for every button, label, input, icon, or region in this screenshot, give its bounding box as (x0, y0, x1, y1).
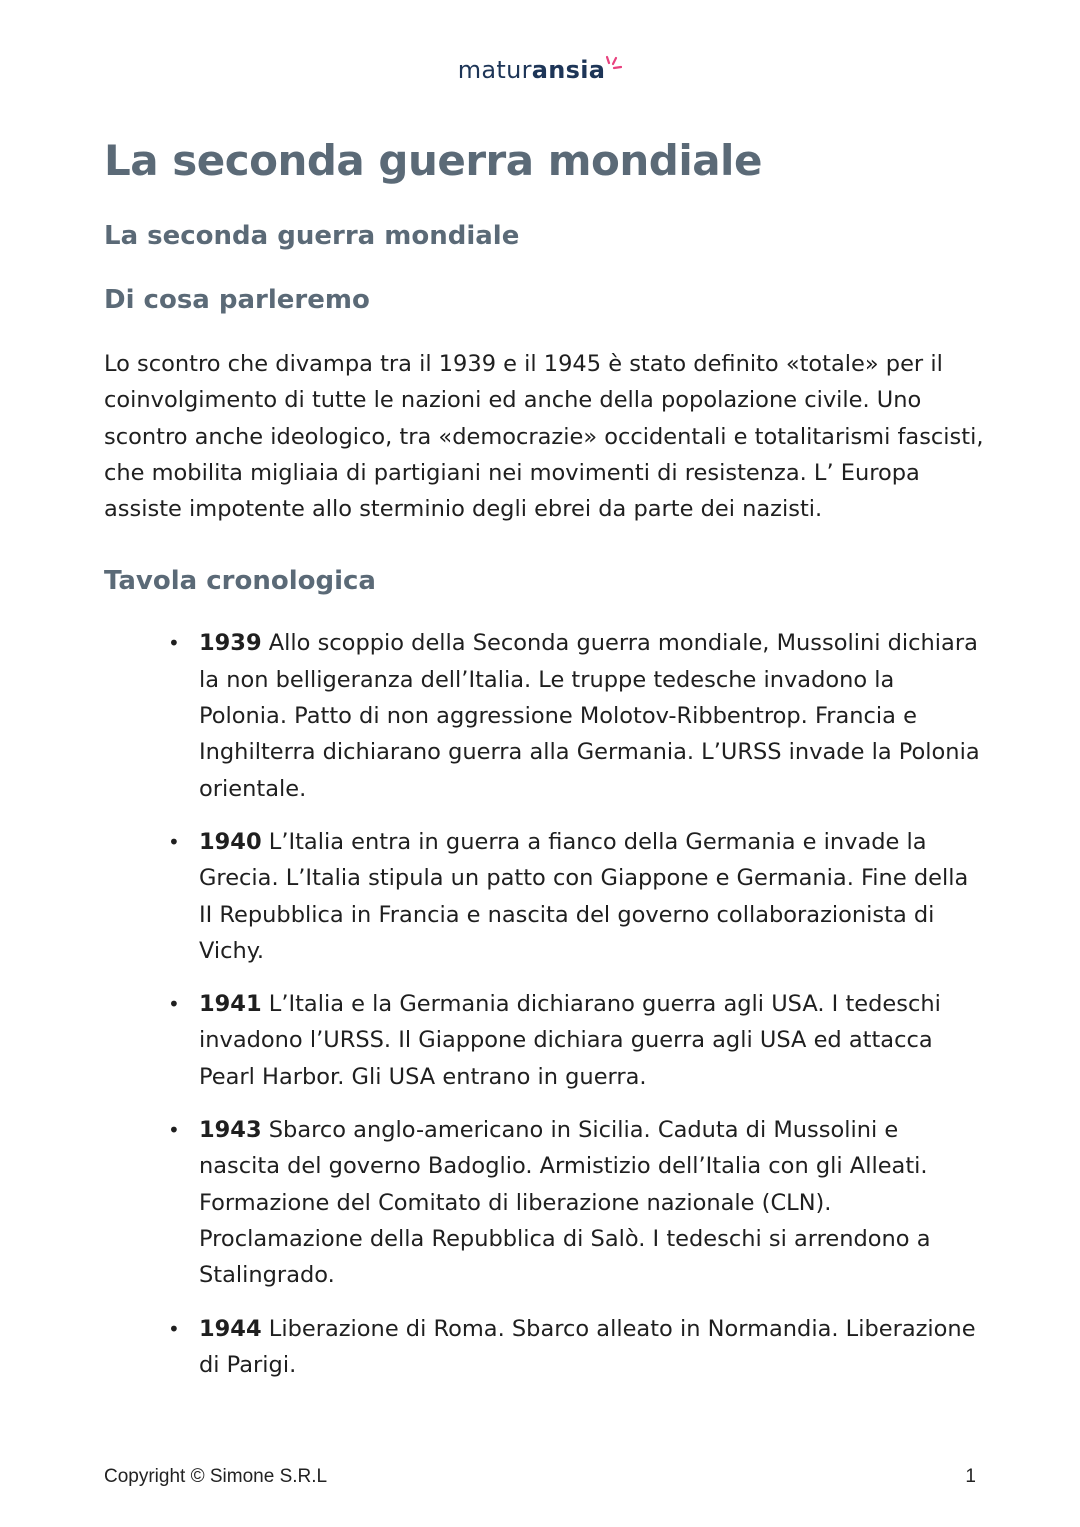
timeline-text: Allo scoppio della Seconda guerra mondiale, Mussolini dichiara la non belligeranza dell’Italia. Le truppe tedesche invadono la Polonia. Patto di non aggressione Molotov-Ribbentrop. Francia e Inghilterra dichiarano guerra alla Germania. L’URSS invade la Polonia orientale. (199, 630, 980, 802)
section-heading-intro: Di cosa parleremo (104, 285, 370, 315)
copyright-notice: Copyright © Simone S.R.L (104, 1466, 328, 1487)
section-heading-timeline: Tavola cronologica (104, 566, 376, 597)
sparkle-icon (606, 52, 622, 80)
timeline-text: Liberazione di Roma. Sbarco alleato in Normandia. Liberazione di Parigi. (199, 1315, 976, 1378)
timeline-year: 1941 (199, 991, 262, 1018)
timeline-item (168, 625, 984, 806)
timeline-text: L’Italia entra in guerra a fianco della Germania e invade la Grecia. L’Italia stipula un patto con Giappone e Germania. Fine della II Repubblica in Francia e nascita del governo collaborazionista di Vichy. (199, 828, 969, 964)
bullet-icon: • (168, 631, 180, 656)
timeline-item (168, 824, 984, 969)
page-subtitle: La seconda guerra mondiale (104, 221, 520, 251)
document-body (104, 130, 984, 1400)
bullet-icon: • (168, 992, 180, 1017)
timeline-item (168, 1311, 984, 1384)
timeline-year: 1939 (199, 630, 262, 657)
timeline-item (168, 986, 984, 1095)
page-title: La seconda guerra mondiale (104, 136, 762, 185)
bullet-icon: • (168, 1118, 180, 1143)
page-footer (104, 1466, 976, 1488)
timeline-item (168, 1112, 984, 1293)
timeline-year: 1944 (199, 1315, 262, 1342)
bullet-icon: • (168, 829, 180, 854)
logo-text-light: matur (457, 56, 532, 84)
timeline-year: 1940 (199, 828, 262, 855)
timeline-text: Sbarco anglo-americano in Sicilia. Caduta di Mussolini e nascita del governo Badoglio. Armistizio dell’Italia con gli Alleati. Formazione del Comitato di liberazione nazionale (CLN). Proclamazione della Repubblica di Salò. I tedeschi si arrendono a Stalingrado. (199, 1117, 931, 1289)
maturansia-logo (0, 56, 1080, 84)
timeline-text: L’Italia e la Germania dichiarano guerra agli USA. I tedeschi invadono l’URSS. Il Giappone dichiara guerra agli USA ed attacca Pearl Harbor. Gli USA entrano in guerra. (199, 991, 941, 1090)
bullet-icon: • (168, 1316, 180, 1341)
timeline-year: 1943 (199, 1117, 262, 1144)
timeline-list (104, 625, 984, 1383)
intro-paragraph: Lo scontro che divampa tra il 1939 e il 1945 è stato definito «totale» per il coinvolgimento di tutte le nazioni ed anche della popolazione civile. Uno scontro anche ideologico, tra «democrazie» occidentali e totalitarismi fascisti, che mobilita migliaia di partigiani nei movimenti di resistenza. L’ Europa assiste impotente allo sterminio degli ebrei da parte dei nazisti. (104, 351, 984, 523)
page-number: 1 (965, 1466, 976, 1487)
logo-text-bold: ansia (531, 56, 606, 84)
